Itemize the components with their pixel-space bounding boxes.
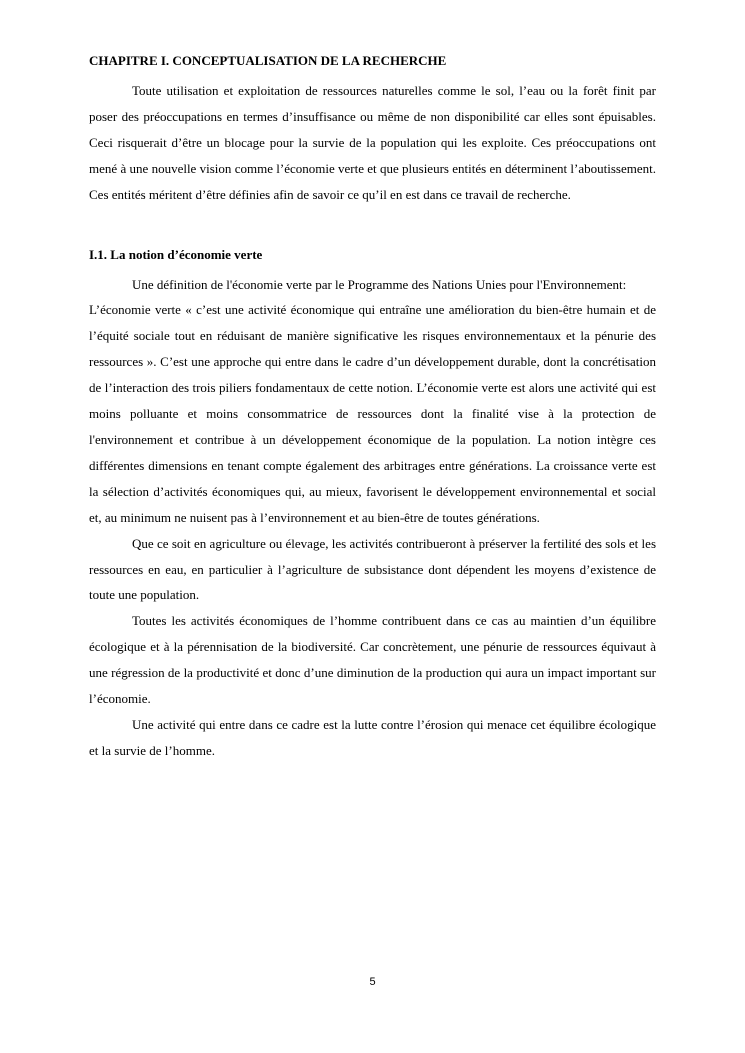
definition-paragraph: L’économie verte « c’est une activité économique qui entraîne une amélioration du bien-être humain et de l’équité sociale tout en réduisant de manière significative les risques environnementaux et la pénurie des ressources ». C’est une approche qui entre dans le cadre d’un développement durable, dont la concrétisation de l’interaction des trois piliers fondamentaux de cette notion. L’économie verte est alors une activité qui est moins polluante et moins consommatrice de ressources dont la finalité vise à la protection de l'environnement et contribue à un développement économique de la population. La notion intègre ces différentes dimensions en tenant compte également des arbitrages entre générations. La croissance verte est la sélection d’activités économiques qui, au mieux, favorisent le développement environnemental et social et, au minimum ne nuisent pas à l’environnement et au bien-être de toutes générations. [89, 302, 656, 525]
agriculture-paragraph: Que ce soit en agriculture ou élevage, les activités contribueront à préserver la fertilité des sols et les ressources en eau, en particulier à l’agriculture de subsistance dont dépendent les moyens d’existence de toute une population. [89, 535, 656, 603]
page-number: 5 [369, 976, 376, 988]
definition-intro-paragraph: Une définition de l'économie verte par le Programme des Nations Unies pour l'Environnement: [132, 276, 627, 292]
page-content [89, 52, 656, 764]
intro-paragraph: Toute utilisation et exploitation de ressources naturelles comme le sol, l’eau ou la forêt finit par poser des préoccupations en termes d’insuffisance ou même de non disponibilité car elles sont épuisables. Ceci risquerait d’être un blocage pour la survie de la population qui les exploite. Ces préoccupations ont mené à une nouvelle vision comme l’économie verte et que plusieurs entités en déterminent l’aboutissement. Ces entités méritent d’être définies afin de savoir ce qu’il en est dans ce travail de recherche. [89, 83, 656, 202]
chapter-title: CHAPITRE I. CONCEPTUALISATION DE LA RECHERCHE [89, 53, 447, 68]
section-title: I.1. La notion d’économie verte [89, 246, 263, 262]
activities-paragraph: Toutes les activités économiques de l’homme contribuent dans ce cas au maintien d’un équilibre écologique et à la pérennisation de la biodiversité. Car concrètement, une pénurie de ressources équivaut à une régression de la productivité et donc d’une diminution de la production qui aura un impact important sur l’économie. [89, 613, 656, 707]
erosion-paragraph: Une activité qui entre dans ce cadre est la lutte contre l’érosion qui menace cet équilibre écologique et la survie de l’homme. [89, 716, 656, 758]
